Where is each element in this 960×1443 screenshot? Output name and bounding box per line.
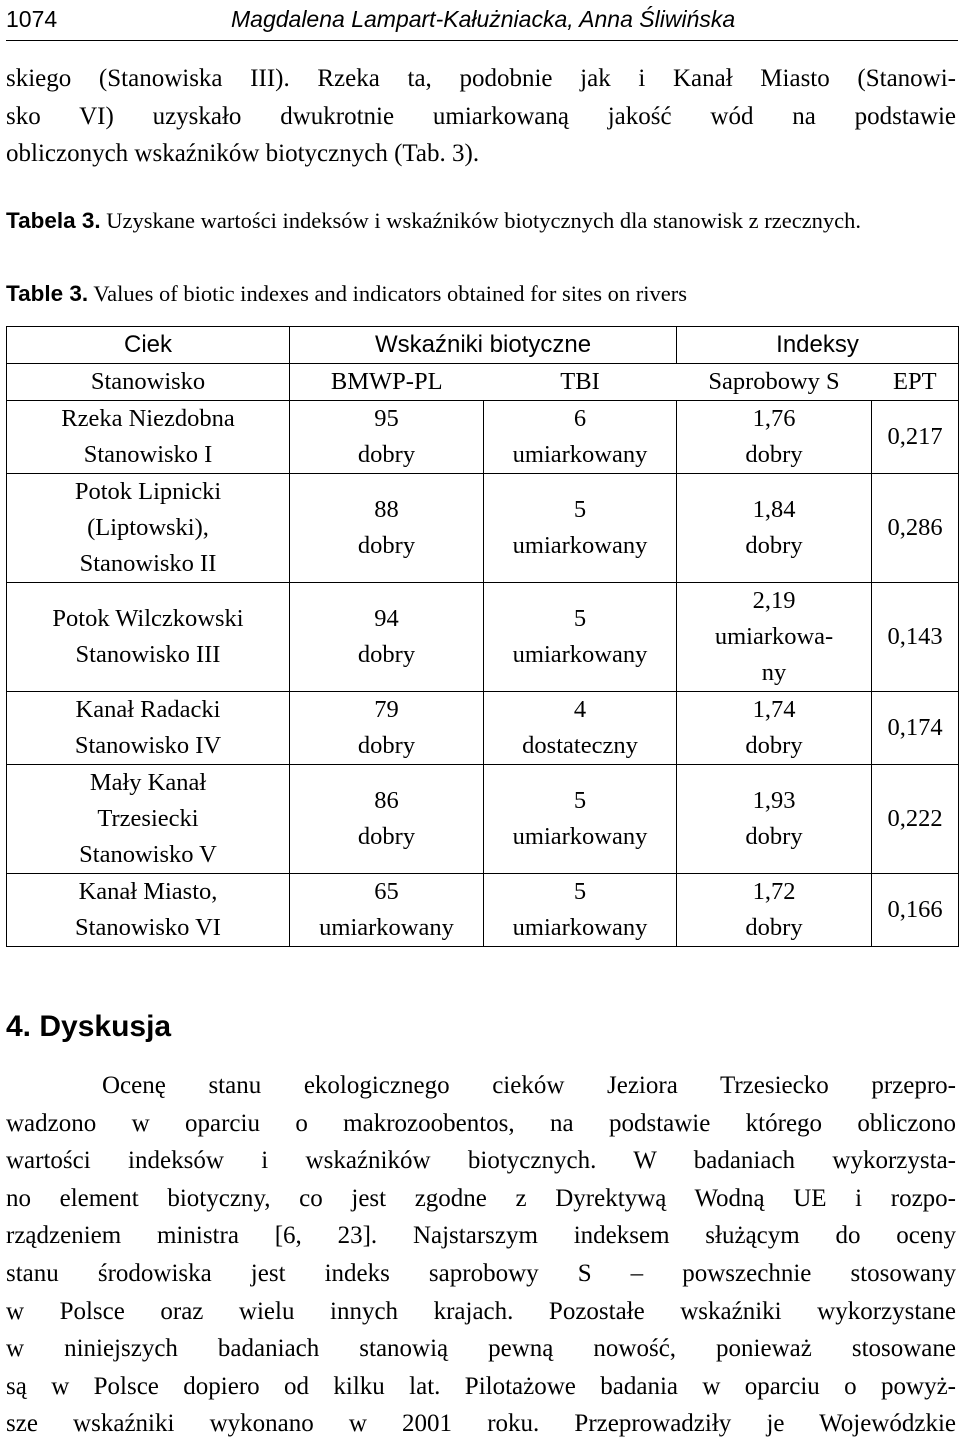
text-line: sze wskaźniki wykonano w 2001 roku. Przeprowadziły je Wojewódzkie <box>6 1410 956 1438</box>
cell-bmwp: 88 dobry <box>290 474 484 583</box>
cell-ept: 0,166 <box>872 874 959 947</box>
text-line: sko VI) uzyskało dwukrotnie umiarkowaną jakość wód na podstawie <box>6 102 956 130</box>
table-caption-pl <box>6 203 956 239</box>
cell-ept: 0,222 <box>872 765 959 874</box>
cell-site: Kanał Radacki Stanowisko IV <box>7 692 290 765</box>
cell-tbi: 6 umiarkowany <box>484 401 677 474</box>
cell-tbi: 5 umiarkowany <box>484 583 677 692</box>
cell-site: Kanał Miasto, Stanowisko VI <box>7 874 290 947</box>
table-header-row <box>7 364 959 401</box>
text-line: no element biotyczny, co jest zgodne z Dyrektywą Wodną UE i rozpo- <box>6 1184 956 1212</box>
cell-tbi: 4 dostateczny <box>484 692 677 765</box>
cell-bmwp: 95 dobry <box>290 401 484 474</box>
text-line: rządzeniem ministra [6, 23]. Najstarszym indeksem służącym do oceny <box>6 1222 956 1250</box>
header-stanowisko: Stanowisko <box>7 364 290 401</box>
cell-tbi: 5 umiarkowany <box>484 765 677 874</box>
cell-saprobowy: 2,19 umiarkowa- ny <box>677 583 872 692</box>
cell-tbi: 5 umiarkowany <box>484 874 677 947</box>
header-saprobowy: Saprobowy S <box>677 364 872 401</box>
cell-saprobowy: 1,93 dobry <box>677 765 872 874</box>
intro-paragraph <box>6 60 956 173</box>
table-header-row <box>7 327 959 364</box>
table-row <box>7 401 959 474</box>
caption-label: Tabela 3. <box>6 208 101 233</box>
cell-ept: 0,143 <box>872 583 959 692</box>
cell-site: Potok Lipnicki (Liptowski), Stanowisko II <box>7 474 290 583</box>
cell-site: Mały Kanał Trzesiecki Stanowisko V <box>7 765 290 874</box>
cell-saprobowy: 1,74 dobry <box>677 692 872 765</box>
table-caption-en <box>6 276 956 312</box>
text-line: wartości indeksów i wskaźników biotycznych. W badaniach wykorzysta- <box>6 1147 956 1175</box>
caption-label: Table 3. <box>6 281 89 306</box>
caption-text: Uzyskane wartości indeksów i wskaźników biotycznych dla stanowisk z rzecznych. <box>100 208 862 233</box>
page-number: 1074 <box>6 6 58 32</box>
running-authors: Magdalena Lampart-Kałużniacka, Anna Śliwińska <box>231 6 736 32</box>
cell-site: Potok Wilczkowski Stanowisko III <box>7 583 290 692</box>
cell-tbi: 5 umiarkowany <box>484 474 677 583</box>
table-row <box>7 474 959 583</box>
header-ept: EPT <box>872 364 959 401</box>
cell-ept: 0,174 <box>872 692 959 765</box>
text-line: stanu środowiska jest indeks saprobowy S – powszechnie stosowany <box>6 1259 956 1287</box>
header-bmwp: BMWP-PL <box>290 364 484 401</box>
table-row <box>7 765 959 874</box>
header-indexes: Indeksy <box>677 327 959 364</box>
table-row <box>7 692 959 765</box>
cell-bmwp: 94 dobry <box>290 583 484 692</box>
text-line: obliczonych wskaźników biotycznych (Tab. 3). <box>6 140 480 168</box>
table-row <box>7 583 959 692</box>
text-line: wadzono w oparciu o makrozoobentos, na podstawie którego obliczono <box>6 1109 956 1137</box>
cell-bmwp: 79 dobry <box>290 692 484 765</box>
cell-saprobowy: 1,72 dobry <box>677 874 872 947</box>
table-row <box>7 874 959 947</box>
text-line: Ocenę stanu ekologicznego cieków Jeziora Trzesiecko przepro- <box>102 1072 956 1099</box>
cell-bmwp: 65 umiarkowany <box>290 874 484 947</box>
cell-ept: 0,286 <box>872 474 959 583</box>
cell-site: Rzeka Niezdobna Stanowisko I <box>7 401 290 474</box>
text-line: w niniejszych badaniach stanowią pewną nowość, ponieważ stosowane <box>6 1335 956 1363</box>
cell-saprobowy: 1,84 dobry <box>677 474 872 583</box>
page-header <box>6 0 958 41</box>
cell-ept: 0,217 <box>872 401 959 474</box>
header-ciek: Ciek <box>7 327 290 364</box>
biotic-index-table <box>6 326 959 947</box>
discussion-paragraph <box>6 1067 956 1443</box>
caption-text: Values of biotic indexes and indicators obtained for sites on rivers <box>88 281 687 306</box>
header-tbi: TBI <box>484 364 677 401</box>
header-biotic-indicators: Wskaźniki biotyczne <box>290 327 677 364</box>
text-line: skiego (Stanowiska III). Rzeka ta, podobnie jak i Kanał Miasto (Stanowi- <box>6 65 956 92</box>
section-heading: 4. Dyskusja <box>6 1010 172 1043</box>
text-line: są w Polsce dopiero od kilku lat. Pilotażowe badania w oparciu o powyż- <box>6 1372 956 1400</box>
cell-saprobowy: 1,76 dobry <box>677 401 872 474</box>
cell-bmwp: 86 dobry <box>290 765 484 874</box>
text-line: w Polsce oraz wielu innych krajach. Pozostałe wskaźniki wykorzystane <box>6 1297 956 1325</box>
